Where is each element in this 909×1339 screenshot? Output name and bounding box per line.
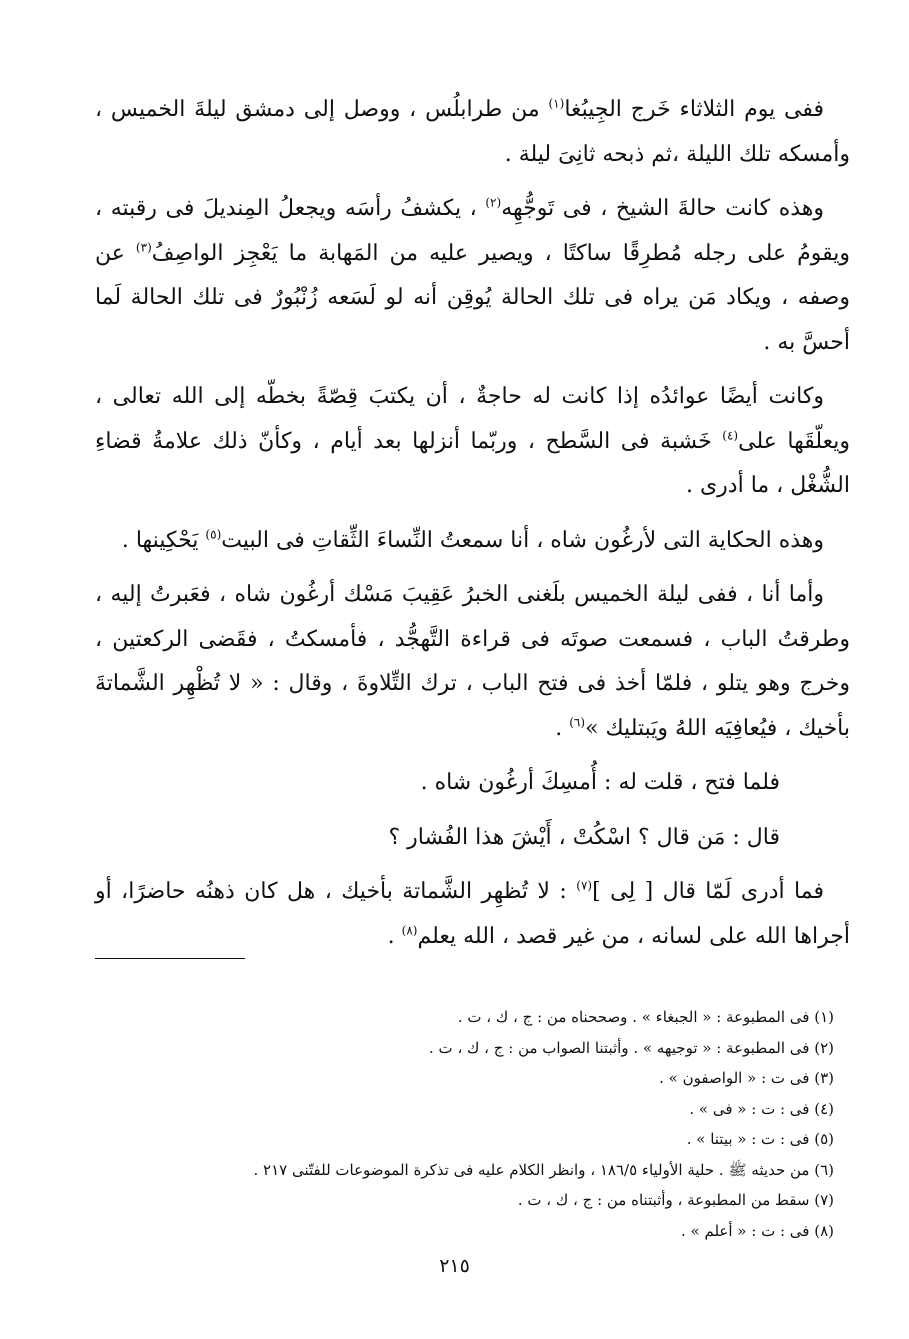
main-text [95,88,850,959]
footnote-ref: (٤) [722,428,739,443]
footnote-ref: (١) [548,96,565,111]
paragraph [95,187,850,365]
footnote: (٦) من حديثه ﷺ . حلية الأولياء ١٨٦/٥ ، وانظر الكلام عليه فى تذكرة الموضوعات للفتّنى ٢١٧ . [253,1160,834,1179]
footnote-ref: (٧) [576,878,593,893]
text-run: ففى يوم الثلاثاء خَرج الجِيبُغا [564,97,824,122]
text-run: وأما أنا ، ففى ليلة الخميس بلَغنى الخبرُ عَقِيبَ مَسْك أرغُون شاه ، فعَبرتُ إليه ، وطرقتُ الباب ، فسمعت صوتَه فى قراءة التَّهجُّد ، فأمسكتُ ، فقَضى الركعتين ، وخرج وهو يتلو ، فلمّا أخذ فى فتح الباب ، ترك التِّلاوةَ ، وقال : « لا تُظْهِر الشَّماتةَ بأخيك ، فيُعافِيَه اللهُ ويَبتليك » [95,582,850,741]
footnote: (٨) فى : ت : « أعلم » . [680,1221,834,1240]
text-run: قال : مَن قال ؟ اسْكُتْ ، أَيْشَ هذا الفُشار ؟ [388,824,780,850]
text-run: فما أدرى لَمّا قال [ لِى ] [592,879,824,904]
footnote: (١) فى المطبوعة : « الجبغاء » . وصححناه من : ج ، ك ، ت . [457,1008,834,1026]
text-run: يَحْكِينها . [121,527,206,553]
page-number: ٢١٥ [439,1255,470,1277]
text-run: : لا تُظهِر الشَّماتة بأخيك ، هل كان ذهنُه حاضرًا، أو أجراها الله على لسانه ، من غير قصد ، الله يعلم [95,879,850,949]
text-run: وهذه الحكاية التى لأرغُون شاه ، أنا سمعتُ النِّساءَ الثِّقاتِ فى البيت [221,527,824,553]
text-run: . [555,715,570,741]
footnote-ref: (٨) [401,923,418,938]
footnote-ref: (٣) [135,240,152,255]
footnote-ref: (٢) [485,195,502,210]
footnote: (٧) سقط من المطبوعة ، وأثبتناه من : ج ، ك ، ت . [517,1191,834,1209]
footnotes [94,1002,834,1246]
text-run: وكانت أيضًا عوائدُه إذا كانت له حاجةٌ ، أن يكتبَ قِصّةً بخطّه إلى الله تعالى ، ويعلّقَها على [95,384,850,454]
footnote: (٢) فى المطبوعة : « توجيهه » . وأثبتنا الصواب من : ج ، ك ، ت . [429,1038,834,1057]
paragraph [95,88,850,177]
text-run: وهذه كانت حالةَ الشيخ ، فى تَوجُّهِه [501,196,824,221]
page-body [95,88,850,969]
footnote: (٤) فى : ت : « فى » . [689,1099,834,1118]
footnote-ref: (٥) [205,527,222,542]
paragraph [95,519,850,564]
text-run: خَشبة فى السَّطح ، وربّما أنزلها بعد أيام ، وكأنّ ذلك علامةُ قضاءِ الشُّغْل ، ما أدرى . [95,428,850,498]
text-run: عن وصفه ، ويكاد مَن يراه فى تلك الحالة يُوقِن أنه لو لَسَعه زُنْبُورٌ فى تلك الحالة لَما أحسَّ به . [95,240,850,355]
paragraph [95,573,850,751]
footnote-separator [95,958,245,959]
paragraph [95,761,850,806]
footnote: (٥) فى : ت : « بيتنا » . [686,1130,834,1148]
paragraph [95,816,850,861]
paragraph [95,375,850,509]
text-run: فلما فتح ، قلت له : أُمسِكَ أرغُون شاه . [420,770,780,795]
footnote-ref: (٦) [569,715,586,730]
footnote: (٣) فى ت : « الواصفون » . [659,1069,834,1087]
text-run: من طرابلُس ، ووصل إلى دمشق ليلةَ الخميس ، وأمسكه تلك الليلة ،ثم ذبحه ثانِىَ ليلة . [95,97,850,167]
text-run: . [387,923,402,949]
paragraph [95,870,850,959]
text-run: ، يكشفُ رأسَه ويجعلُ المِنديلَ فى رقبته ، ويقومُ على رجله مُطرِقًا ساكتًا ، ويصير عليه من المَهابة ما يَعْجِز الواصِفُ [95,196,850,266]
